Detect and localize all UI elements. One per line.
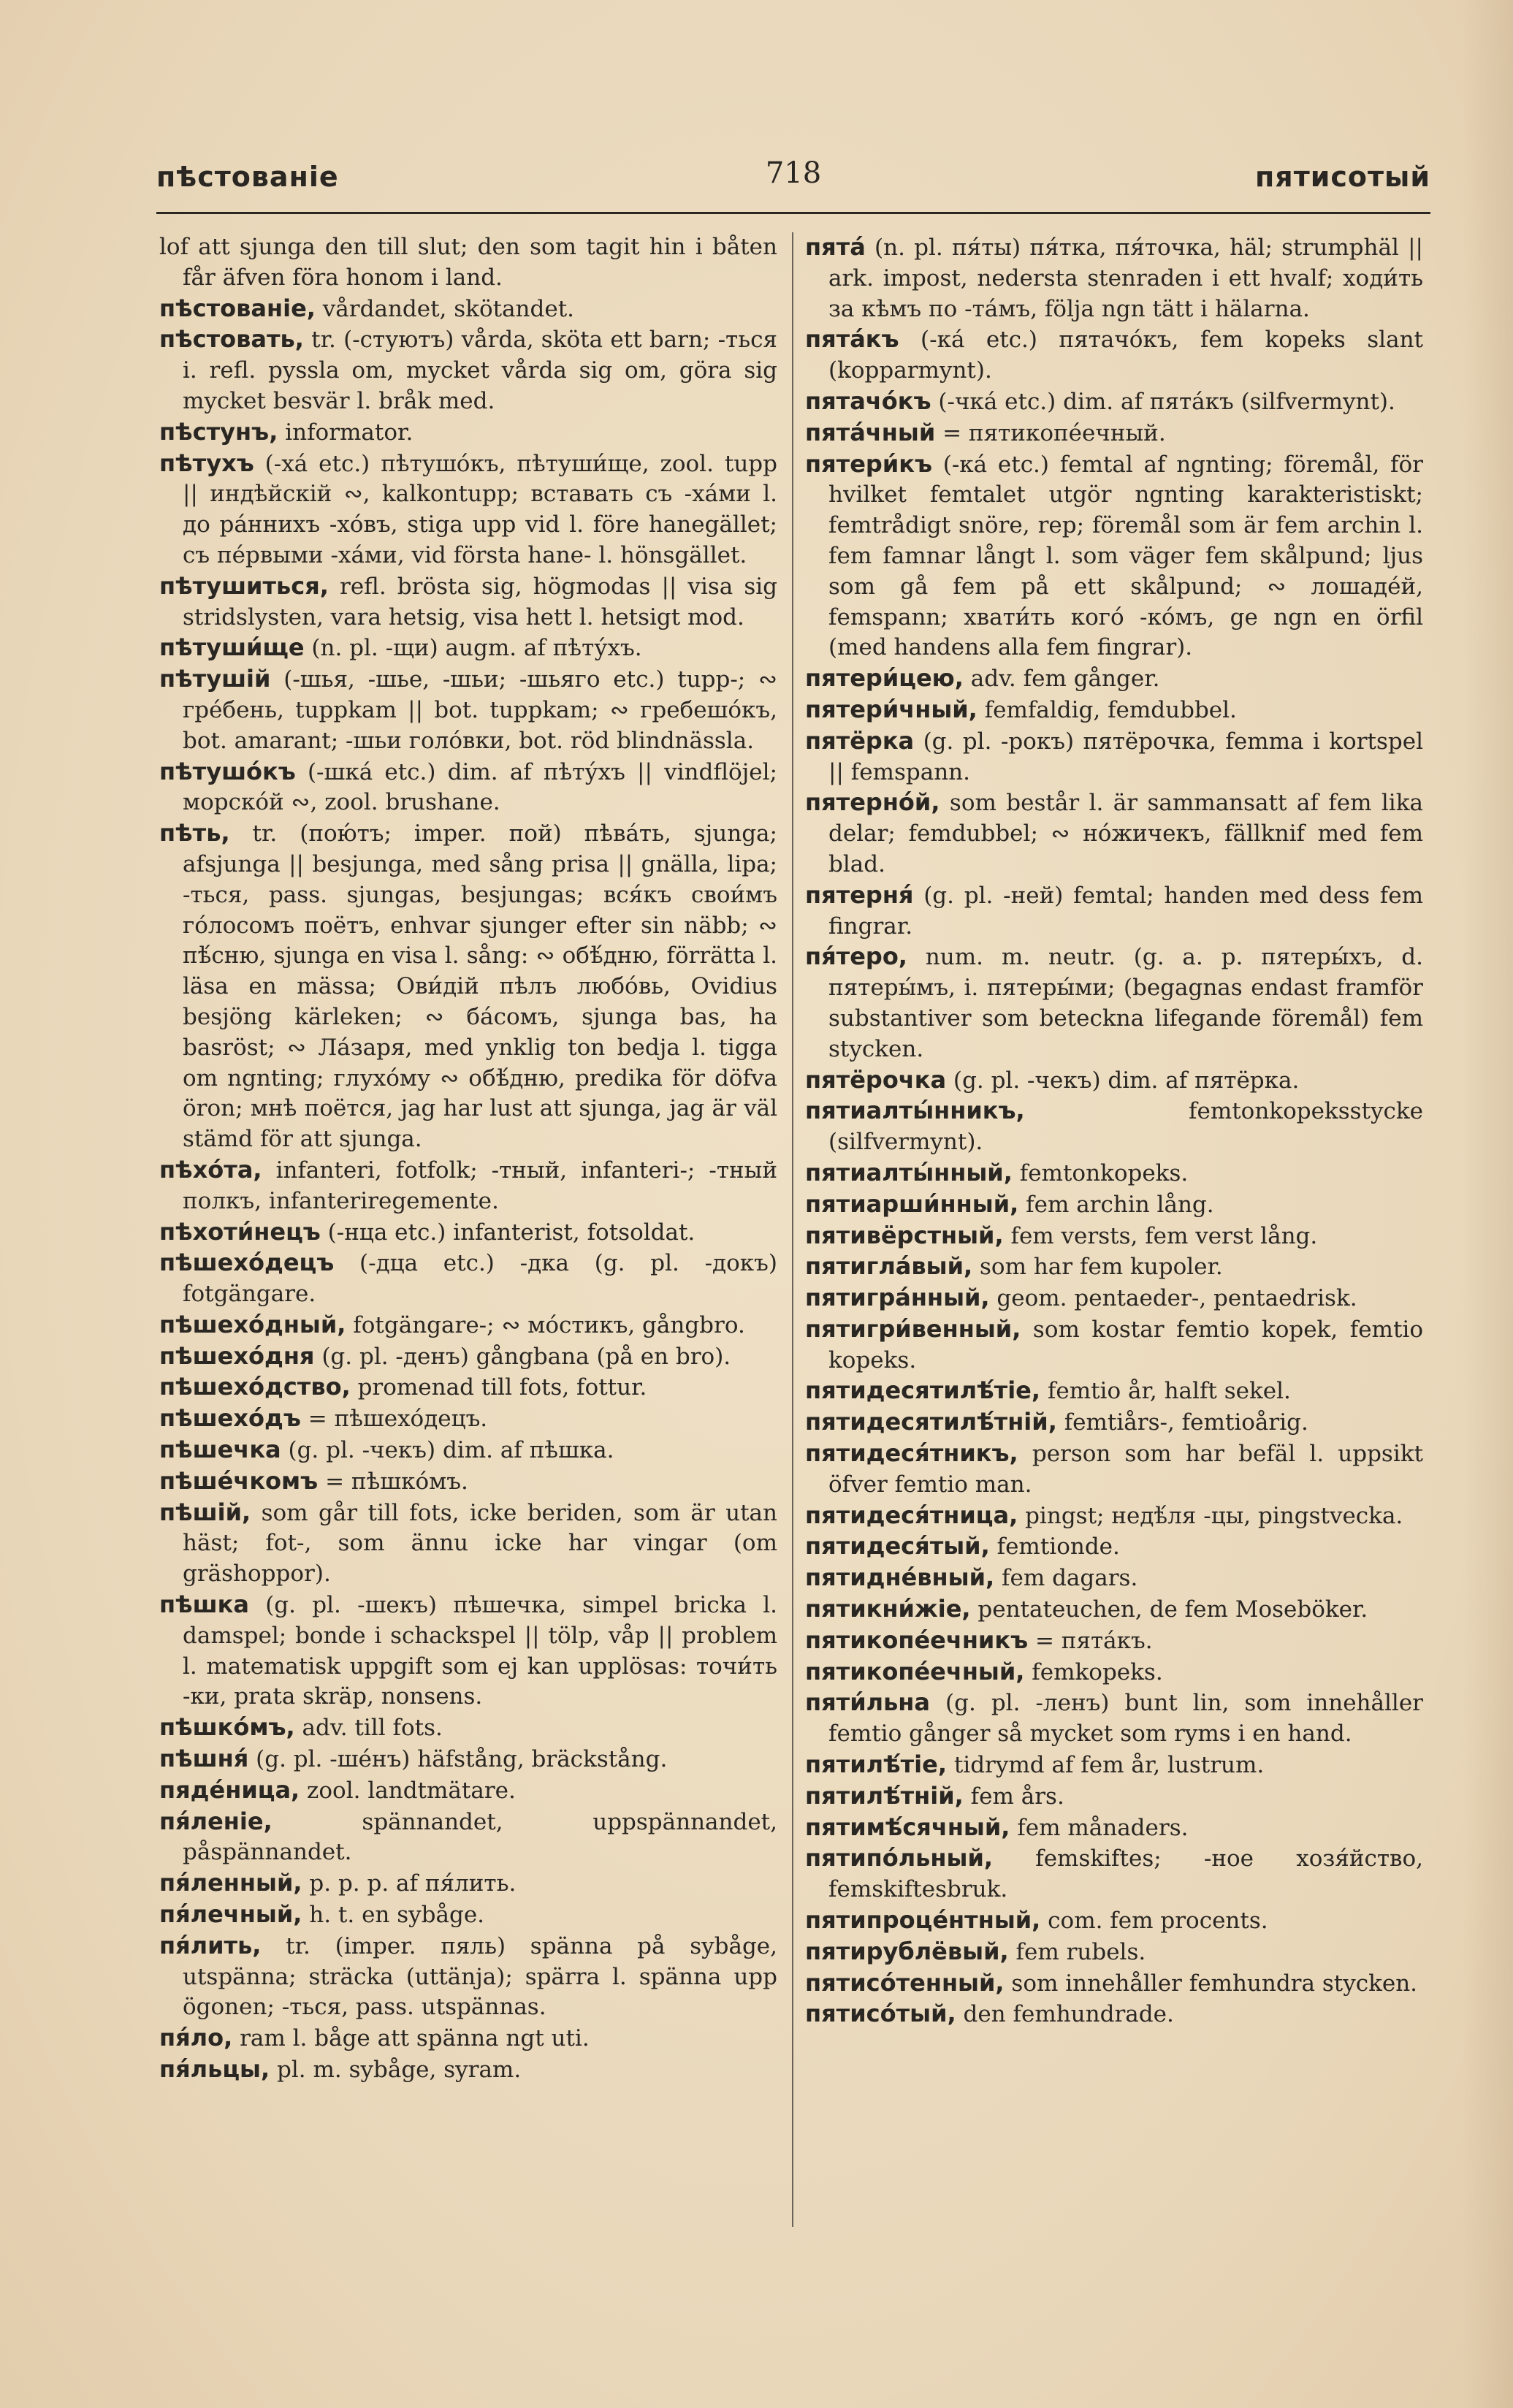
header-right-guideword: пятисотый <box>1255 161 1430 193</box>
entry-headword: пѣстовать, <box>159 325 304 354</box>
dictionary-entry <box>159 2023 777 2054</box>
dictionary-entry <box>805 449 1423 664</box>
entry-definition: (g. pl. -чекъ) dim. af пятёрка. <box>946 1067 1300 1094</box>
entry-definition: refl. brösta sig, högmodas || visa sig stridslysten, vara hetsig, visa hett l. hetsigt mod. <box>183 573 777 630</box>
entry-definition: fem dagars. <box>994 1565 1138 1592</box>
entry-headword: пѣтухъ <box>159 449 254 477</box>
entry-headword: пятилѣ́тіе, <box>805 1750 947 1779</box>
dictionary-entry <box>805 1158 1423 1189</box>
dictionary-entry <box>805 1407 1423 1439</box>
dictionary-entry <box>159 1435 777 1466</box>
entry-definition: informator. <box>278 419 413 446</box>
entry-headword: пѣть, <box>159 819 230 847</box>
entry-headword: пятачо́къ <box>805 386 931 415</box>
entry-definition: (g. pl. -рокъ) пятёрочка, femma i kortspel || femspann. <box>828 728 1423 785</box>
dictionary-entry <box>805 232 1423 324</box>
entry-definition: person som har befäl l. uppsikt öfver femtio man. <box>828 1441 1423 1498</box>
entry-definition: promenad till fots, fottur. <box>350 1374 647 1401</box>
entry-headword: пѣтушій <box>159 665 271 693</box>
dictionary-entry <box>159 1155 777 1217</box>
entry-definition: lof att sjunga den till slut; den som tagit hin i båten får äfven föra honom i land. <box>159 234 777 291</box>
entry-headword: пя́льцы, <box>159 2055 270 2084</box>
dictionary-entry <box>805 1999 1423 2030</box>
entry-definition: (-ха́ etc.) пѣтушо́къ, пѣтуши́ще, zool. tupp || индѣйскій ∾, kalkontupp; вставать съ -ха́ми l. до ра́ннихъ -хо́въ, stiga upp vid l. före hanegället; съ пе́рвыми -ха́ми, vid första hane- l. hönsgället. <box>183 450 777 568</box>
entry-definition: = пятикопе́ечный. <box>935 419 1166 446</box>
entry-definition: tidrymd af fem år, lustrum. <box>946 1752 1265 1779</box>
entry-definition: som innehåller femhundra stycken. <box>1004 1970 1418 1997</box>
entry-headword: пятидеся́тникъ, <box>805 1439 1018 1468</box>
dictionary-entry <box>805 1905 1423 1937</box>
entry-definition: fem versts, fem verst lång. <box>1003 1222 1318 1249</box>
entry-headword: пята́ <box>805 233 866 261</box>
dictionary-entry <box>805 1750 1423 1781</box>
dictionary-entry <box>805 1531 1423 1563</box>
entry-headword: пятёрочка <box>805 1065 947 1094</box>
entry-headword: пѣстунъ, <box>159 417 278 446</box>
entry-headword: пѣшехо́дный, <box>159 1310 346 1338</box>
entry-headword: пѣшій, <box>159 1498 251 1526</box>
entry-definition: com. fem procents. <box>1040 1908 1268 1935</box>
entry-definition: pentateuchen, de fem Moseböker. <box>970 1596 1368 1623</box>
entry-definition: geom. pentaeder-, pentaedrisk. <box>989 1285 1357 1312</box>
dictionary-entry <box>805 1314 1423 1376</box>
entry-headword: пята́чный <box>805 418 936 446</box>
header-left-guideword: пѣстованіе <box>156 161 339 193</box>
entry-headword: пятери́цею, <box>805 664 964 693</box>
dictionary-entry <box>159 294 777 325</box>
entry-headword: пятидесятилѣ́тній, <box>805 1408 1057 1436</box>
entry-definition: femtonkopeks. <box>1012 1159 1189 1186</box>
entry-definition: tr. (пою́тъ; imper. пой) пѣва́ть, sjunga; afsjunga || besjunga, med sång prisa || gnälla, lipa; -ться, pass. sjungas, besjungas; вся́къ свои́мъ го́лосомъ поётъ, enhvar sjunger efter sin näbb; ∾ пѣ́сню, sjunga en visa l. sång: ∾ обѣ́дню, förrätta l. läsa en mässa; Ови́дій пѣлъ любо́вь, Ovidius besjöng kärleken; ∾ ба́сомъ, sjunga bas, ha basröst; ∾ Ла́заря, med ynklig ton bedja l. tigga om ngnting; глухо́му ∾ обѣ́дню, predika för döfva öron; мнѣ поётся, jag har lust att sjunga, jag är väl stämd för att sjunga. <box>183 820 777 1153</box>
dictionary-entry <box>159 1900 777 1931</box>
dictionary-entry <box>805 1594 1423 1626</box>
dictionary-entry <box>159 1403 777 1435</box>
entry-definition: (g. pl. -ше́нъ) häfstång, bräckstång. <box>248 1746 668 1773</box>
dictionary-entry <box>159 818 777 1155</box>
entry-definition: (g. pl. -ней) femtal; handen med dess fem fingrar. <box>828 882 1423 940</box>
dictionary-entry <box>159 757 777 819</box>
entry-headword: пятимѣ́сячный, <box>805 1813 1010 1841</box>
entry-definition: (-шья, -шье, -шьи; -шьяго etc.) tupp-; ∾ гре́бень, tuppkam || bot. tuppkam; ∾ гребешо́къ, bot. amarant; -шьи голо́вки, bot. röd blindnässla. <box>183 666 777 754</box>
entry-headword: пѣшня́ <box>159 1745 249 1773</box>
entry-definition: (-дца etc.) -дка (g. pl. -докъ) fotgängare. <box>183 1250 777 1308</box>
entry-definition: num. m. neutr. (g. a. p. пятеры́хъ, d. пятеры́мъ, i. пятеры́ми; (begagnas endast framför substantiver som beteckna lifegande föremål) fem stycken. <box>828 944 1423 1062</box>
entry-headword: пѣшечка <box>159 1436 281 1464</box>
dictionary-entry <box>805 1376 1423 1407</box>
entry-headword: пятисо́тенный, <box>805 1968 1005 1997</box>
entry-definition: = пята́къ. <box>1028 1627 1153 1654</box>
dictionary-entry <box>159 449 777 571</box>
entry-headword: пятипроце́нтный, <box>805 1906 1041 1935</box>
dictionary-entry <box>159 664 777 756</box>
entry-definition: femtionde. <box>989 1533 1120 1561</box>
entry-headword: пятери́къ <box>805 449 932 478</box>
entry-definition: femfaldig, femdubbel. <box>977 696 1237 723</box>
entry-definition: = пѣшко́мъ. <box>318 1468 468 1495</box>
entry-headword: пятикопе́ечникъ <box>805 1626 1029 1654</box>
dictionary-entry <box>805 324 1423 386</box>
entry-headword: пятидесятилѣ́тіе, <box>805 1376 1041 1405</box>
entry-definition: (-чка́ etc.) dim. af пята́къ (silfvermynt). <box>931 388 1395 415</box>
dictionary-entry <box>159 1590 777 1712</box>
entry-definition: ram l. båge att spänna ngt uti. <box>232 2025 590 2052</box>
entry-headword: пѣшехо́дня <box>159 1341 315 1370</box>
entry-definition: fem archin lång. <box>1018 1191 1214 1218</box>
dictionary-entry <box>159 1498 777 1590</box>
entry-headword: пя́лечный, <box>159 1900 302 1929</box>
entry-definition: tr. (imper. пяль) spänna på sybåge, utspänna; sträcka (uttänja); spärra l. spänna upp ögonen; -ться, pass. utspännas. <box>183 1932 777 2021</box>
entry-headword: пѣтушиться, <box>159 571 329 600</box>
entry-definition: infanteri, fotfolk; -тный, infanteri-; -тный полкъ, infanteriregemente. <box>183 1157 777 1214</box>
entry-definition: (-нца etc.) infanterist, fotsoldat. <box>320 1219 695 1246</box>
entry-definition: pl. m. sybåge, syram. <box>270 2057 522 2084</box>
entry-definition: som går till fots, icke beriden, som är utan häst; fot-, som ännu icke har vingar (om gräshoppor). <box>183 1499 777 1588</box>
entry-definition: p. p. p. af пя́лить. <box>302 1870 517 1897</box>
dictionary-entry <box>159 1372 777 1403</box>
dictionary-entry <box>805 1937 1423 1968</box>
entry-definition: (n. pl. пя́ты) пя́тка, пя́точка, häl; strumphäl || ark. impost, nedersta stenraden i ett hvalf; ходи́ть за кѣмъ по -та́мъ, följa ngn tätt i hälarna. <box>828 235 1423 322</box>
header-rule <box>156 212 1430 214</box>
dictionary-entry <box>805 695 1423 726</box>
dictionary-entry <box>159 1712 777 1744</box>
entry-definition: vårdandet, skötandet. <box>315 295 575 322</box>
entry-definition: (g. pl. -ленъ) bunt lin, som innehåller femtio gånger så mycket som ryms i en hand. <box>828 1690 1423 1748</box>
dictionary-entry <box>805 1501 1423 1532</box>
entry-headword: пятиарши́нный, <box>805 1189 1019 1218</box>
entry-headword: пятидеся́тый, <box>805 1532 990 1561</box>
dictionary-entry <box>805 663 1423 695</box>
dictionary-entry <box>805 1283 1423 1314</box>
entry-headword: пя́теро, <box>805 942 907 971</box>
entry-definition: fem rubels. <box>1008 1938 1146 1965</box>
dictionary-entry <box>159 1807 777 1869</box>
entry-headword: пя́ленный, <box>159 1869 302 1897</box>
right-column <box>805 232 1423 2030</box>
dictionary-entry <box>159 1310 777 1341</box>
entry-definition: h. t. en sybåge. <box>302 1902 485 1929</box>
dictionary-entry <box>805 1251 1423 1283</box>
dictionary-entry <box>159 1217 777 1249</box>
dictionary-entry <box>805 880 1423 942</box>
entry-headword: пѣшехо́дство, <box>159 1373 351 1401</box>
dictionary-entry <box>805 1189 1423 1221</box>
entry-definition: (g. pl. -денъ) gångbana (på en bro). <box>314 1343 731 1370</box>
entry-definition: adv. till fots. <box>294 1715 443 1742</box>
entry-headword: пята́къ <box>805 325 899 354</box>
entry-headword: пѣстованіе, <box>159 294 316 322</box>
dictionary-entry <box>805 386 1423 418</box>
entry-headword: пѣшка <box>159 1590 249 1619</box>
entry-headword: пѣхоти́нецъ <box>159 1217 321 1246</box>
entry-headword: пятисо́тый, <box>805 2000 956 2028</box>
dictionary-entry <box>159 417 777 449</box>
entry-headword: пяти́льна <box>805 1688 930 1717</box>
entry-headword: пѣтушо́къ <box>159 757 296 785</box>
dictionary-entry <box>159 1341 777 1373</box>
dictionary-entry <box>805 418 1423 449</box>
entry-definition: (-ка́ etc.) femtal af ngnting; föremål, för hvilket femtalet utgör ngnting karakteristiskt; femtrådigt snöre, rep; föremål som är fem archin l. fem famnar långt l. som väger fem skålpund; ljus som gå fem på ett skålpund; ∾ лошаде́й, femspann; хвати́ть кого́ -ко́мъ, ge ngn en örfil (med handens alla fem fingrar). <box>828 451 1423 661</box>
dictionary-entry <box>805 1657 1423 1688</box>
dictionary-entry <box>805 1626 1423 1657</box>
entry-definition: (n. pl. -щи) augm. af пѣту́хъ. <box>304 635 642 662</box>
dictionary-entry <box>805 1843 1423 1905</box>
dictionary-entry <box>159 1868 777 1900</box>
dictionary-entry <box>805 1968 1423 2000</box>
dictionary-entry <box>805 1221 1423 1252</box>
entry-headword: пятирублёвый, <box>805 1937 1009 1965</box>
entry-headword: пѣшехо́децъ <box>159 1249 335 1277</box>
page-edge-shadow <box>1462 0 1513 2408</box>
dictionary-entry <box>159 1744 777 1775</box>
entry-headword: пятёрка <box>805 726 915 755</box>
entry-definition: (-ка́ etc.) пятачо́къ, fem kopeks slant (kopparmynt). <box>828 327 1423 384</box>
dictionary-entry <box>805 726 1423 788</box>
entry-definition: zool. landtmätare. <box>300 1777 516 1804</box>
dictionary-entry <box>159 232 777 294</box>
entry-definition: fem års. <box>963 1783 1064 1810</box>
entry-headword: пятипо́льный, <box>805 1844 994 1872</box>
entry-definition: femtio år, halft sekel. <box>1040 1378 1291 1405</box>
dictionary-entry <box>159 2054 777 2086</box>
entry-headword: пятидне́вный, <box>805 1563 995 1592</box>
entry-definition: (g. pl. -чекъ) dim. af пѣшка. <box>281 1437 614 1464</box>
entry-definition: femkopeks. <box>1024 1658 1163 1685</box>
entry-headword: пѣхо́та, <box>159 1155 262 1184</box>
dictionary-entry <box>805 1813 1423 1844</box>
dictionary-entry <box>805 788 1423 880</box>
entry-headword: пятери́чный, <box>805 695 977 723</box>
entry-headword: пѣше́чкомъ <box>159 1466 319 1495</box>
entry-definition: den femhundrade. <box>956 2001 1174 2028</box>
entry-headword: пятерня́ <box>805 880 914 909</box>
entry-headword: пя́лить, <box>159 1931 262 1959</box>
dictionary-entry <box>805 1096 1423 1158</box>
dictionary-entry <box>159 1248 777 1310</box>
entry-headword: пя́леніе, <box>159 1807 273 1835</box>
dictionary-entry <box>805 1781 1423 1813</box>
entry-headword: пятигла́вый, <box>805 1252 973 1281</box>
dictionary-entry <box>805 942 1423 1064</box>
entry-headword: пятерно́й, <box>805 788 940 817</box>
entry-headword: пяде́ница, <box>159 1775 300 1804</box>
dictionary-entry <box>805 1563 1423 1594</box>
entry-definition: fem månaders. <box>1010 1814 1189 1841</box>
entry-headword: пятикопе́ечный, <box>805 1657 1025 1685</box>
entry-headword: пятивёрстный, <box>805 1221 1004 1249</box>
entry-headword: пя́ло, <box>159 2024 233 2052</box>
entry-headword: пѣшко́мъ, <box>159 1713 295 1742</box>
entry-headword: пятиалты́нникъ, <box>805 1097 1025 1125</box>
entry-definition: femtonkopeksstycke (silfvermynt). <box>828 1098 1423 1156</box>
entry-definition: som består l. är sammansatt af fem lika delar; femdubbel; ∾ но́жичекъ, fällknif med fem blad. <box>828 790 1423 877</box>
entry-definition: femskiftes; -ное хозя́йство, femskiftesbruk. <box>828 1845 1423 1903</box>
entry-definition: (g. pl. -шекъ) пѣшечка, simpel bricka l. damspel; bonde i schackspel || tölp, våp || problem l. matematisk uppgift som ej kan upplösas: точи́ть -ки, prata skräp, nonsens. <box>183 1592 777 1710</box>
dictionary-entry <box>159 633 777 664</box>
entry-headword: пятидеся́тница, <box>805 1501 1018 1529</box>
entry-definition: som kostar femtio kopek, femtio kopeks. <box>828 1316 1423 1373</box>
dictionary-entry <box>159 1931 777 2023</box>
entry-headword: пятигри́венный, <box>805 1314 1021 1343</box>
entry-headword: пѣшехо́дъ <box>159 1404 301 1433</box>
dictionary-entry <box>159 1466 777 1498</box>
dictionary-entry <box>805 1439 1423 1501</box>
page-number: 718 <box>765 156 822 190</box>
entry-definition: spännandet, uppspännandet, påspännandet. <box>183 1808 777 1866</box>
entry-headword: пятикни́жіе, <box>805 1595 971 1623</box>
dictionary-entry <box>159 1775 777 1807</box>
dictionary-entry <box>159 571 777 633</box>
dictionary-entry <box>159 324 777 416</box>
entry-headword: пятилѣ́тній, <box>805 1781 964 1810</box>
entry-definition: = пѣшехо́децъ. <box>300 1406 488 1433</box>
dictionary-entry <box>805 1065 1423 1097</box>
entry-definition: (-шка́ etc.) dim. af пѣту́хъ || vindflöjel; морско́й ∾, zool. brushane. <box>183 758 777 816</box>
column-divider <box>792 232 793 2227</box>
entry-definition: som har fem kupoler. <box>972 1254 1223 1281</box>
entry-definition: adv. fem gånger. <box>963 666 1160 693</box>
left-column <box>159 232 777 2086</box>
entry-headword: пятигра́нный, <box>805 1284 990 1312</box>
entry-headword: пѣтуши́ще <box>159 633 305 662</box>
dictionary-entry <box>805 1688 1423 1750</box>
entry-definition: tr. (-стуютъ) vårda, sköta ett barn; -ться i. refl. pyssla om, mycket vårda sig om, göra sig mycket besvär l. bråk med. <box>183 327 777 414</box>
entry-definition: fotgängare-; ∾ мо́стикъ, gångbro. <box>346 1311 745 1338</box>
entry-definition: pingst; недѣ́ля -цы, pingstvecka. <box>1018 1502 1403 1529</box>
entry-definition: femtiårs-, femtioårig. <box>1056 1409 1308 1436</box>
page-header <box>156 155 1430 199</box>
entry-headword: пятиалты́нный, <box>805 1158 1013 1186</box>
